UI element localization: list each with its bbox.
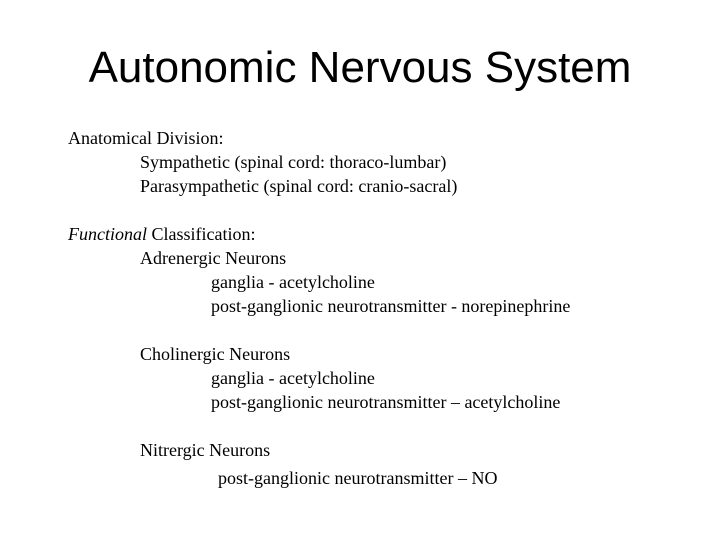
adrenergic-neurons-label: Adrenergic Neurons [140, 248, 287, 268]
functional-heading-rest: Classification: [147, 224, 256, 244]
functional-italic: Functional [68, 224, 147, 244]
anatomical-division-heading: Anatomical Division: [68, 128, 224, 148]
cholinergic-neurons-label: Cholinergic Neurons [140, 344, 291, 364]
adrenergic-ganglia: ganglia - acetylcholine [211, 272, 375, 292]
cholinergic-ganglia: ganglia - acetylcholine [211, 368, 375, 388]
cholinergic-post: post-ganglionic neurotransmitter – acetylcholine [211, 392, 561, 412]
nitrergic-post: post-ganglionic neurotransmitter – NO [218, 468, 498, 488]
functional-classification-heading [68, 222, 255, 246]
sympathetic-item: Sympathetic (spinal cord: thoraco-lumbar) [140, 152, 447, 172]
slide-title: Autonomic Nervous System [88, 43, 632, 92]
nitrergic-neurons-label: Nitrergic Neurons [140, 440, 271, 460]
parasympathetic-item: Parasympathetic (spinal cord: cranio-sacral) [140, 176, 458, 196]
adrenergic-post: post-ganglionic neurotransmitter - norepinephrine [211, 296, 571, 316]
